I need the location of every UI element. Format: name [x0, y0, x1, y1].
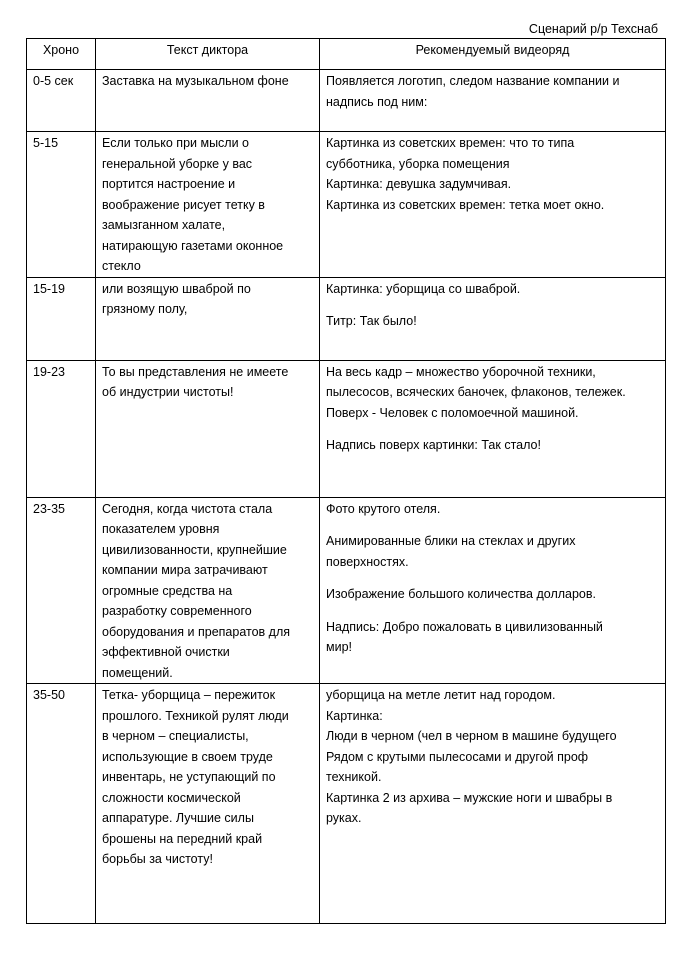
narration-line: аппаратуре. Лучшие силы [102, 811, 254, 825]
time-cell [27, 360, 96, 497]
video-line: Изображение большого количества долларов. [326, 587, 597, 601]
narration-line: генеральной уборке у вас [102, 156, 253, 171]
video-line: Картинка из советских времен: что то типа [326, 136, 575, 150]
video-line [326, 423, 660, 435]
narration-line: огромные средства на [102, 583, 233, 598]
narration-line: Заставка на музыкальном фоне [102, 74, 289, 88]
video-line: поверхностях. [326, 554, 409, 569]
video-cell [320, 497, 666, 684]
narration-line: Сегодня, когда чистота стала [102, 501, 273, 516]
video-line: Люди в черном (чел в черном в машине будущего [326, 729, 617, 743]
video-line: Поверх - Человек с поломоечной машиной. [326, 405, 579, 420]
table-row [27, 497, 666, 684]
narration-cell [96, 70, 320, 132]
video-line: Надпись поверх картинки: Так стало! [326, 438, 541, 452]
narration-cell [96, 684, 320, 924]
video-cell [320, 277, 666, 360]
narration-line: Если только при мысли о [102, 136, 250, 150]
time-text: 5-15 [33, 136, 59, 150]
video-line: техникой. [326, 770, 382, 784]
video-cell [320, 70, 666, 132]
document-header: Сценарий р/р Техснаб [528, 22, 658, 36]
narration-line: Тетка- уборщица – пережиток [102, 688, 276, 702]
narration-cell [96, 277, 320, 360]
time-cell [27, 70, 96, 132]
video-line: Рядом с крутыми пылесосами и другой проф [326, 749, 589, 764]
narration-line: оборудования и препаратов для [102, 624, 291, 639]
column-header-time: Хроно [27, 39, 96, 70]
video-line: уборщица на метле летит над городом. [326, 688, 556, 702]
table-header-row [27, 39, 666, 70]
video-line: Надпись: Добро пожаловать в цивилизованный [326, 619, 603, 634]
narration-line: натирающую газетами оконное [102, 238, 284, 253]
narration-line: замызганном халате, [102, 218, 226, 232]
column-header-video: Рекомендуемый видеоряд [320, 39, 666, 70]
table-row [27, 684, 666, 924]
narration-line: об индустрии чистоты! [102, 385, 234, 399]
narration-line: брошены на передний край [102, 831, 263, 846]
narration-line: показателем уровня [102, 522, 220, 536]
video-line: Картинка: [326, 708, 383, 723]
video-line [326, 299, 660, 311]
video-line: На весь кадр – множество уборочной техники, [326, 364, 596, 379]
narration-cell [96, 497, 320, 684]
time-text: 15-19 [33, 281, 65, 296]
table-row [27, 132, 666, 278]
video-line: Картинка из советских времен: тетка моет окно. [326, 197, 605, 212]
table-row [27, 277, 666, 360]
narration-line: стекло [102, 259, 141, 273]
narration-line: цивилизованности, крупнейшие [102, 542, 287, 557]
narration-line: эффективной очистки [102, 645, 230, 659]
narration-line: или возящую шваброй по [102, 281, 251, 296]
video-line: пылесосов, всяческих баночек, флаконов, тележек. [326, 385, 626, 399]
time-cell [27, 277, 96, 360]
time-text: 0-5 сек [33, 74, 74, 88]
video-line: Картинка 2 из архива – мужские ноги и швабры в [326, 790, 613, 805]
narration-cell [96, 360, 320, 497]
time-cell [27, 132, 96, 278]
video-line: надпись под ним: [326, 94, 428, 109]
time-text: 23-35 [33, 501, 65, 516]
time-cell [27, 684, 96, 924]
narration-line: использующие в своем труде [102, 749, 273, 764]
script-rows [27, 70, 666, 924]
narration-line: инвентарь, не уступающий по [102, 770, 276, 784]
narration-cell [96, 132, 320, 278]
narration-line: разработку современного [102, 604, 252, 618]
video-line: Картинка: уборщица со шваброй. [326, 281, 521, 296]
video-cell [320, 132, 666, 278]
table-row [27, 360, 666, 497]
script-table [26, 38, 666, 924]
narration-line: борьбы за чистоту! [102, 852, 213, 866]
narration-line: прошлого. Техникой рулят люди [102, 708, 289, 723]
narration-line: грязному полу, [102, 302, 188, 316]
video-cell [320, 360, 666, 497]
narration-line: сложности космической [102, 790, 241, 805]
column-header-narration: Текст диктора [96, 39, 320, 70]
video-line [326, 572, 660, 584]
narration-line: в черном – специалисты, [102, 729, 249, 743]
time-text: 35-50 [33, 688, 65, 702]
video-line: Фото крутого отеля. [326, 501, 441, 516]
video-line: руках. [326, 811, 362, 825]
time-cell [27, 497, 96, 684]
narration-line: портится настроение и [102, 177, 236, 191]
narration-line: То вы представления не имеете [102, 364, 289, 379]
table-row [27, 70, 666, 132]
video-line [326, 519, 660, 531]
video-line: мир! [326, 640, 353, 654]
video-line [326, 605, 660, 617]
narration-line: помещений. [102, 665, 173, 680]
video-line: Появляется логотип, следом название компании и [326, 74, 620, 88]
video-line: Титр: Так было! [326, 314, 417, 328]
narration-line: воображение рисует тетку в [102, 197, 265, 212]
time-text: 19-23 [33, 364, 65, 379]
video-line: Анимированные блики на стеклах и других [326, 534, 576, 548]
video-cell [320, 684, 666, 924]
narration-line: компании мира затрачивают [102, 563, 268, 577]
video-line: субботника, уборка помещения [326, 156, 510, 171]
video-line: Картинка: девушка задумчивая. [326, 177, 512, 191]
